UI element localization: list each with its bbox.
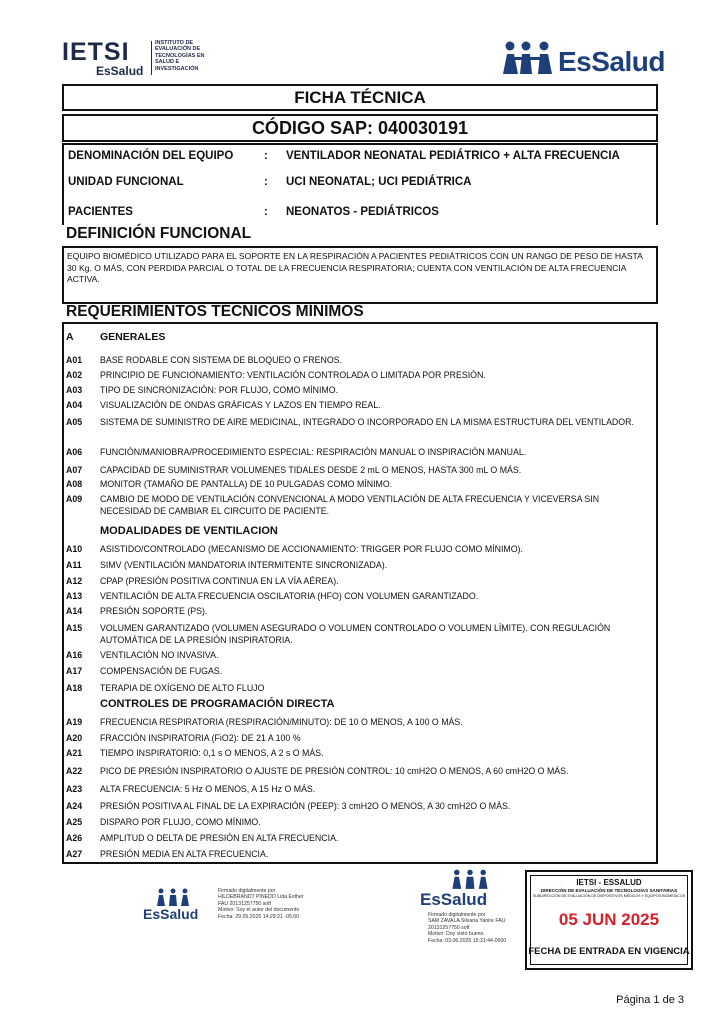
stamp-sub1: DIRECCIÓN DE EVALUACIÓN DE TECNOLOGÍAS SANITARIAS	[540, 888, 678, 893]
ietsi-separator	[151, 41, 152, 75]
ietsi-sub: EsSalud	[96, 64, 144, 78]
family-icon	[153, 888, 193, 906]
digital-signature-1: Firmado digitalmente por HILDEBRANDT PINEDO Lida Esther FAU 20131257750 soft Motivo: Soy el autor del documento Fecha: 29.05.2025 14:29:21 -05:00	[218, 888, 304, 920]
requerimientos-box: A GENERALES A01 BASE RODABLE CON SISTEMA DE BLOQUEO O FRENOS. A02 PRINCIPIO DE FUNCIONAMIENTO: VENTILACIÓN CONTROLADA O LIMITADA POR PRESIÓN. A03 TIPO DE SINCRONIZACIÓN: POR FLUJO, COMO MÍNIMO. A04 VISUALIZACIÓN DE ONDAS GRÁFICAS Y LAZOS EN TIEMPO REAL. A05 SISTEMA DE SUMINISTRO DE AIRE MEDICINAL, INTEGRADO O INCORPORADO EN LA MISMA ESTRUCTURA DEL VENTILADOR. A06 FUNCIÓN/MANIOBRA/PROCEDIMIENTO ESPECIAL: RESPIRACIÓN MANUAL O INSPIRACIÓN MANUAL. A07 CAPACIDAD DE SUMINISTRAR VOLUMENES TIDALES DESDE 2 mL O MENOS, HASTA 300 mL O MÁS. A08 MONITOR (TAMAÑO DE PANTALLA) DE 10 PULGADAS COMO MÍNIMO. A09 CAMBIO DE MODO DE VENTILACIÓN CONVENCIONAL A MODO VENTILACIÓN DE ALTA FRECUENCIA Y VICEVERSA SIN NECESIDAD DE CAMBIAR EL CIRCUITO DE PACIENTE. MODALIDADES DE VENTILACION A10 ASISTIDO/CONTROLADO (MECANISMO DE ACCIONAMIENTO: TRIGGER POR FLUJO COMO MÍNIMO). A11 SIMV (VENTILACIÓN MANDATORIA INTERMITENTE SINCRONIZADA). A12 CPAP (PRESIÓN POSITIVA CONTINUA EN LA VÍA AÉREA). A13 VENTILACIÓN DE ALTA FRECUENCIA OSCILATORIA (HFO) CON VOLUMEN GARANTIZADO. A14 PRESIÓN SOPORTE (PS). A15 VOLUMEN GARANTIZADO (VOLUMEN ASEGURADO O VOLUMEN CONTROLADO O VOLUMEN LÍMITE). CON REGULACIÓN AUTOMÁTICA DE LA PRESIÓN INSPIRATORIA. A16 VENTILACIÓN NO INVASIVA. A17 COMPENSACIÓN DE FUGAS. A18 TERAPIA DE OXÍGENO DE ALTO FLUJO CONTROLES DE PROGRAMACIÓN DIRECTA A19 FRECUENCIA RESPIRATORIA (RESPIRACIÓN/MINUTO): DE 10 O MENOS, A 100 O MÁS. A20 FRACCIÓN INSPIRATORIA (FiO2): DE 21 A 100 % A21 TIEMPO INSPIRATORIO: 0,1 s O MENOS, A 2 s O MÁS. A22 PICO DE PRESIÓN INSPIRATORIO O AJUSTE DE PRESIÓN CONTROL: 10 cmH2O O MENOS, A 60 cmH2O O MÁS. A23 ALTA FRECUENCIA: 5 Hz O MENOS, A 15 Hz O MÁS. A24 PRESIÓN POSITIVA AL FINAL DE LA EXPIRACIÓN (PEEP): 3 cmH2O O MENOS, A 30 cmH2O O MÁS. A25 DISPARO POR FLUJO, COMO MÍNIMO. A26 AMPLITUD O DELTA DE PRESIÓN EN ALTA FRECUENCIA. A27 PRESIÓN MEDIA EN ALTA FRECUENCIA.	[62, 322, 658, 864]
definicion-text: EQUIPO BIOMÉDICO UTILIZADO PARA EL SOPORTE EN LA RESPIRACIÓN A PACIENTES PEDIÁTRICOS CON UN RANGO DE PESO DE HASTA 30 Kg. O MÁS, CON PERDIDA PARCIAL O TOTAL DE LA FRECUENCIA RESPIRATORIA; CUENTA CON VENTILACIÓN DE ALTA FRECUENCIA ACTIVA.	[62, 246, 658, 304]
ietsi-institute-name: INSTITUTO DE EVALUACIÓN DE TECNOLOGÍAS EN SALUD E INVESTIGACIÓN	[155, 40, 205, 72]
stamp-sub2: SUBDIRECCIÓN DE EVALUACIÓN DE DISPOSITIVOS MÉDICOS Y EQUIPOS BIOMÉDICOS	[532, 894, 686, 898]
definicion-heading: DEFINICIÓN FUNCIONAL	[66, 225, 252, 242]
validity-stamp	[525, 870, 693, 970]
essalud-logo	[500, 40, 665, 80]
family-icon	[500, 40, 556, 76]
page-number: Página 1 de 3	[616, 994, 684, 1006]
essalud-logo-small-2: EsSalud	[420, 868, 500, 912]
sap-code: CÓDIGO SAP: 040030191	[62, 114, 658, 142]
equipment-info: DENOMINACIÓN DEL EQUIPO : VENTILADOR NEONATAL PEDIÁTRICO + ALTA FRECUENCIA UNIDAD FUNCIONAL : UCI NEONATAL; UCI PEDIÁTRICA PACIENTES : NEONATOS - PEDIÁTRICOS	[62, 143, 658, 225]
stamp-label: FECHA DE ENTRADA EN VIGENCIA	[528, 946, 690, 957]
essalud-brand: EsSalud	[558, 46, 665, 77]
essalud-logo-small: EsSalud	[143, 888, 203, 928]
requerimientos-heading: REQUERIMIENTOS TÉCNICOS MÍNIMOS	[66, 303, 364, 320]
controles-heading: CONTROLES DE PROGRAMACIÓN DIRECTA	[100, 698, 335, 710]
digital-signature-2: Firmado digitalmente por SAM ZAVALA Silvana Yanire FAU 20131257750 soft Motivo: Doy visto bueno. Fecha: 03.06.2025 15:31:44-0500	[428, 912, 507, 944]
ietsi-brand: IETSI	[62, 38, 130, 66]
stamp-date: 05 JUN 2025	[558, 910, 660, 929]
modalidades-heading: MODALIDADES DE VENTILACION	[100, 525, 278, 537]
family-icon	[448, 868, 492, 890]
page-title: FICHA TÉCNICA	[62, 84, 658, 111]
stamp-title: IETSI - ESSALUD	[576, 878, 642, 887]
ietsi-logo	[62, 38, 212, 78]
